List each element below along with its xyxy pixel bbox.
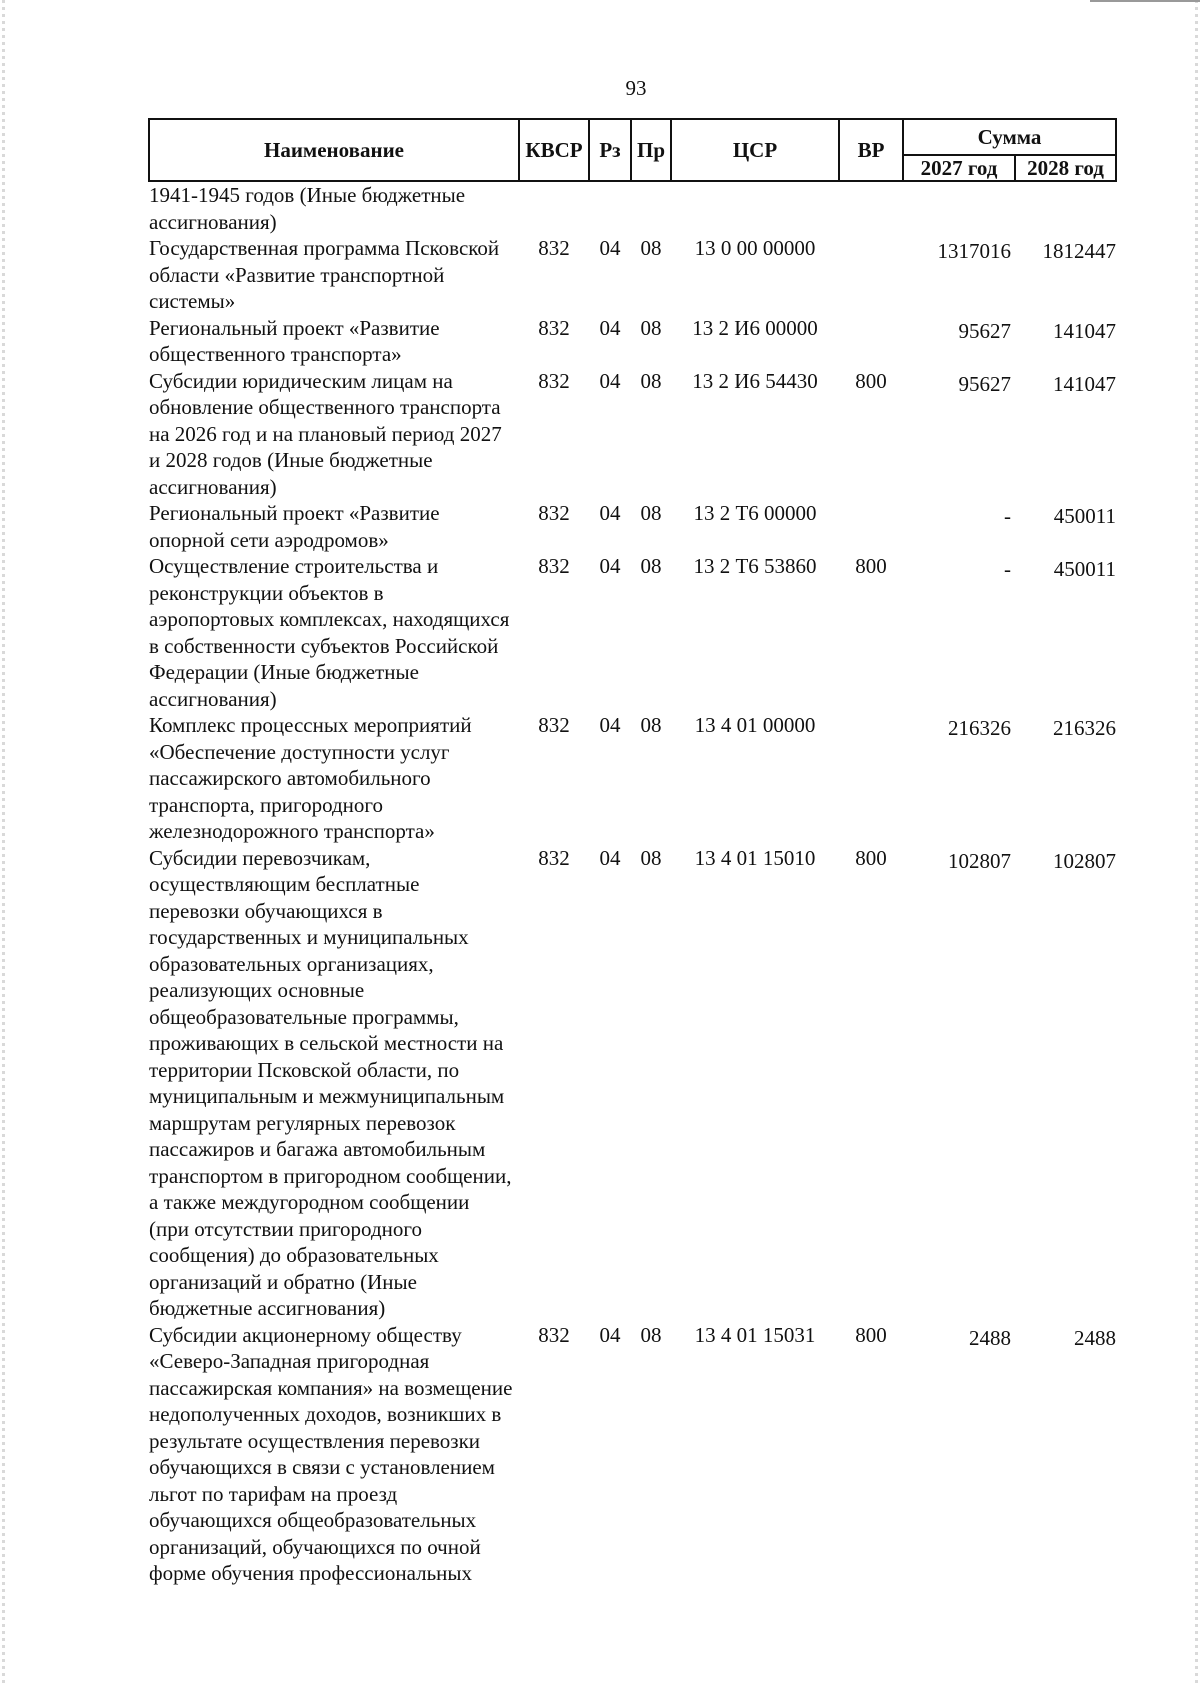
cell-kvsr: 832 [538, 236, 570, 260]
cell-pr: 08 [640, 236, 662, 260]
cell-sum-2027: 2488 [969, 1325, 1011, 1350]
cell-kvsr: 832 [538, 554, 570, 578]
cell-sum-2028: 141047 [1053, 318, 1116, 343]
cell-sum-2027: 95627 [958, 371, 1011, 396]
cell-kvsr: 832 [538, 1322, 570, 1347]
header-year-2028: 2028 год [1015, 155, 1116, 181]
cell-csr: 13 4 01 15031 [694, 1322, 816, 1347]
cell-sum-2028: 450011 [1053, 557, 1116, 581]
cell-csr: 13 2 И6 54430 [692, 368, 818, 393]
budget-table [148, 118, 1117, 1587]
cell-vr: 800 [855, 1322, 887, 1347]
cell-sum-2028: 450011 [1053, 504, 1116, 528]
cell-vr [839, 712, 903, 845]
cell-rz: 04 [599, 554, 621, 578]
cell-pr: 08 [640, 1322, 662, 1347]
cell-sum-2027: 102807 [948, 848, 1011, 873]
cell-rz: 04 [599, 315, 621, 340]
cell-vr [839, 181, 903, 235]
cell-csr: 13 4 01 15010 [694, 845, 816, 870]
table-row [149, 368, 1116, 501]
header-rz: Рз [589, 119, 631, 181]
cell-sum-2027: 216326 [948, 716, 1011, 740]
cell-sum-2028 [1015, 181, 1116, 235]
cell-sum-2027: 1317016 [937, 239, 1011, 263]
cell-pr: 08 [640, 554, 662, 578]
page-number: 93 [625, 76, 647, 100]
cell-sum-2027: 95627 [958, 318, 1011, 343]
table-row [149, 712, 1116, 845]
cell-name: Государственная программа Псковской области «Развитие транспортной системы» [149, 236, 500, 313]
cell-vr: 800 [855, 554, 887, 578]
cell-pr: 08 [640, 845, 662, 870]
scan-edge-right [1195, 0, 1198, 1686]
table-body [149, 181, 1116, 1587]
scan-edge-left [2, 0, 5, 1686]
header-sum: Сумма [903, 119, 1116, 155]
table-row [149, 500, 1116, 553]
cell-rz: 04 [599, 1322, 621, 1347]
cell-vr [839, 315, 903, 368]
cell-sum-2027 [903, 181, 1015, 235]
table-header [149, 119, 1116, 181]
header-name: Наименование [149, 119, 519, 181]
cell-sum-2028: 216326 [1053, 716, 1116, 740]
cell-vr: 800 [855, 845, 887, 870]
cell-sum-2028: 141047 [1053, 371, 1116, 396]
cell-name: 1941-1945 годов (Иные бюджетные ассигнования) [149, 183, 466, 234]
cell-sum-2027: - [1004, 504, 1011, 528]
cell-pr: 08 [640, 315, 662, 340]
cell-kvsr [519, 181, 589, 235]
table-row [149, 235, 1116, 315]
cell-rz: 04 [599, 713, 621, 737]
cell-rz: 04 [599, 236, 621, 260]
cell-rz: 04 [599, 501, 621, 525]
cell-rz [589, 181, 631, 235]
table-row [149, 553, 1116, 712]
cell-rz: 04 [599, 368, 621, 393]
cell-rz: 04 [599, 845, 621, 870]
header-kvsr: КВСР [519, 119, 589, 181]
table-row [149, 1322, 1116, 1587]
cell-pr: 08 [640, 501, 662, 525]
cell-kvsr: 832 [538, 501, 570, 525]
cell-vr [839, 500, 903, 553]
cell-kvsr: 832 [538, 845, 570, 870]
cell-kvsr: 832 [538, 315, 570, 340]
cell-sum-2028: 1812447 [1042, 239, 1116, 263]
cell-name: Региональный проект «Развитие опорной сети аэродромов» [149, 501, 440, 552]
cell-vr [839, 235, 903, 315]
cell-name: Субсидии перевозчикам, осуществляющим бесплатные перевозки обучающихся в государственных и муниципальных образовательных организациях, реализующих основные общеобразовательные программы, проживающих в сельской местности на территории Псковской области, по муниципальным и межмуниципальным маршрутам регулярных перевозок пассажиров и багажа автомобильным транспортом в пригородном сообщении, а также междугородном сообщении (при отсутствии пригородного сообщения) до образовательных организаций и обратно (Иные бюджетные ассигнования) [149, 845, 512, 1320]
cell-csr: 13 2 И6 00000 [692, 315, 818, 340]
cell-csr: 13 2 Т6 53860 [693, 554, 817, 578]
cell-kvsr: 832 [538, 368, 570, 393]
header-vr: ВР [839, 119, 903, 181]
cell-pr: 08 [640, 713, 662, 737]
cell-pr [631, 181, 671, 235]
cell-csr: 13 2 Т6 00000 [693, 501, 817, 525]
cell-csr [671, 181, 839, 235]
cell-name: Субсидии акционерному обществу «Северо-Западная пригородная пассажирская компания» на возмещение недополученных доходов, возникших в результате осуществления перевозки обучающихся в связи с установлением льгот по тарифам на проезд обучающихся общеобразовательных организаций, обучающихся по очной форме обучения профессиональных [149, 1322, 513, 1585]
table-row [149, 845, 1116, 1322]
table-row [149, 181, 1116, 235]
cell-name: Комплекс процессных мероприятий «Обеспечение доступности услуг пассажирского автомобильного транспорта, пригородного железнодорожного транспорта» [149, 713, 472, 843]
cell-name: Региональный проект «Развитие общественного транспорта» [149, 315, 440, 366]
cell-sum-2028: 102807 [1053, 848, 1116, 873]
cell-sum-2027: - [1004, 557, 1011, 581]
header-pr: Пр [631, 119, 671, 181]
header-csr: ЦСР [671, 119, 839, 181]
cell-name: Осуществление строительства и реконструкции объектов в аэропортовых комплексах, находящихся в собственности субъектов Российской Федерации (Иные бюджетные ассигнования) [149, 554, 510, 711]
cell-vr: 800 [855, 368, 887, 393]
cell-kvsr: 832 [538, 713, 570, 737]
cell-pr: 08 [640, 368, 662, 393]
header-year-2027: 2027 год [903, 155, 1015, 181]
scan-edge-top [1090, 0, 1200, 2]
cell-csr: 13 4 01 00000 [694, 713, 816, 737]
cell-name: Субсидии юридическим лицам на обновление общественного транспорта на 2026 год и на плановый период 2027 и 2028 годов (Иные бюджетные ассигнования) [149, 368, 502, 499]
cell-csr: 13 0 00 00000 [694, 236, 816, 260]
table-row [149, 315, 1116, 368]
cell-sum-2028: 2488 [1074, 1325, 1116, 1350]
